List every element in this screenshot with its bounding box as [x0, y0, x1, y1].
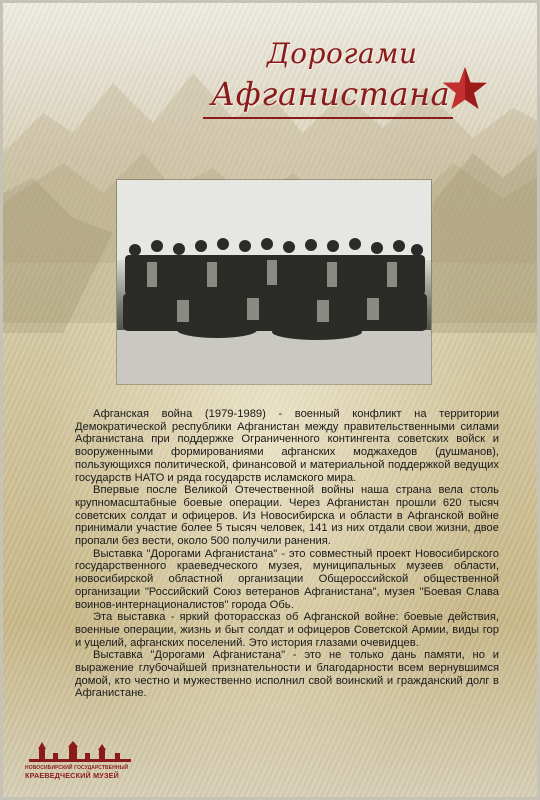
paragraph-5: Выставка "Дорогами Афганистана" - это не только дань памяти, но и выражение глубочайшей признательности и благодарности всем вернувшимся домой, кто честно и мужественно исполнил свой воинский и гражданский долг в Афганистане.: [75, 649, 499, 700]
exhibition-title: [203, 31, 483, 121]
title-underline: [203, 117, 453, 119]
paragraph-3: Выставка "Дорогами Афганистана" - это совместный проект Новосибирского государственного краеведческого музея, муниципальных музеев области, новосибирской областной организации Общероссийской общественной организации "Российский Союз ветеранов Афганистана", музея "Боевая Слава воинов-интернационалистов" города Обь.: [75, 547, 499, 611]
museum-name-line-2: КРАЕВЕДЧЕСКИЙ МУЗЕЙ: [25, 771, 120, 780]
title-line-1: Дорогами: [267, 37, 418, 70]
soldiers-group-photo: [117, 180, 431, 384]
paragraph-4: Эта выставка - яркий фоторассказ об Афганской войне: боевые действия, военные операции, жизнь и быт солдат и офицеров Советской Армии, виды гор и ущелий, афганских поселений. Это история глазами очевидцев.: [75, 611, 499, 649]
paragraph-1: Афганская война (1979-1989) - военный конфликт на территории Демократической республики Афганистан между правительственными силами Афганистана при поддержке Ограниченного контингента советских войск и вооруженными формированиями афганских моджахедов (душманов), пользующихся политической, финансовой и материальной поддержкой ведущих государств НАТО и ряда государств исламского мира.: [75, 408, 499, 484]
museum-name-line-1: НОВОСИБИРСКИЙ ГОСУДАРСТВЕННЫЙ: [25, 765, 129, 771]
red-star-icon: [441, 65, 489, 113]
photo-figures: [117, 180, 431, 384]
title-line-2: Афганистана: [211, 75, 451, 113]
body-text: [75, 408, 499, 700]
paragraph-2: Впервые после Великой Отечественной войны наша страна вела столь крупномасштабные боевые операции. Через Афганистан прошли 620 тысяч советских солдат и офицеров. Из Новосибирска и области в Афганской войне принимали участие более 5 тысяч человек, 141 из них отдали свои жизни, двое пропали без вести, около 500 получили ранения.: [75, 484, 499, 548]
museum-name: [25, 765, 145, 780]
